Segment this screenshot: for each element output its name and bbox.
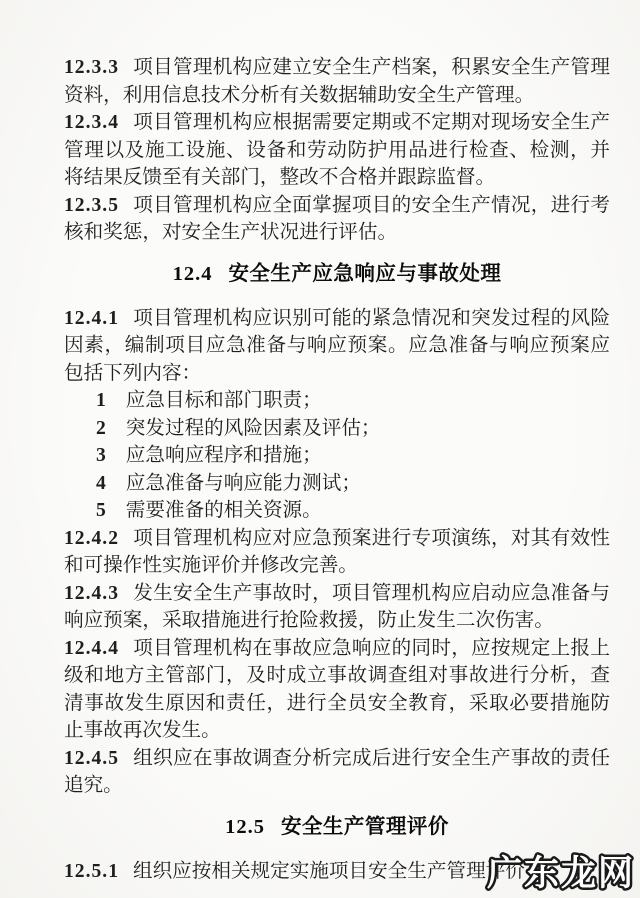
clause-12-4-3 — [64, 580, 610, 635]
list-item-5 — [64, 497, 610, 525]
clause-12-3-5 — [64, 192, 610, 247]
list-item-number: 1 — [96, 390, 106, 411]
clause-12-3-3 — [64, 54, 610, 109]
list-item-text: 应急响应程序和措施； — [125, 445, 322, 466]
clause-12-4-4 — [64, 635, 610, 745]
list-item-number: 3 — [96, 445, 106, 466]
list-item-text: 应急目标和部门职责； — [125, 390, 322, 411]
document-content — [64, 54, 610, 885]
clause-12-4-5 — [64, 745, 610, 800]
clause-12-3-4 — [64, 109, 610, 192]
clause-text: 项目管理机构应对应急预案进行专项演练，对其有效性和可操作性实施评价并修改完善。 — [64, 527, 610, 576]
list-item-number: 5 — [96, 500, 106, 521]
list-item-2 — [64, 415, 610, 443]
clause-number: 12.3.4 — [64, 112, 119, 133]
clause-text: 项目管理机构在事故应急响应的同时，应按规定上报上级和地方主管部门，及时成立事故调查组对事故进行分析，查清事故发生原因和责任，进行全员安全教育，采取必要措施防止事故再次发生。 — [64, 637, 610, 741]
clause-text: 项目管理机构应识别可能的紧急情况和突发过程的风险因素，编制项目应急准备与响应预案。应急准备与响应预案应包括下列内容： — [64, 307, 610, 384]
clause-text: 项目管理机构应根据需要定期或不定期对现场安全生产管理以及施工设施、设备和劳动防护用品进行检查、检测，并将结果反馈至有关部门，整改不合格并跟踪监督。 — [64, 112, 610, 188]
section-title: 安全生产管理评价 — [280, 814, 449, 838]
section-number: 12.5 — [225, 815, 265, 838]
clause-number: 12.3.5 — [64, 194, 119, 216]
list-item-number: 2 — [96, 417, 106, 439]
section-heading-12-4 — [64, 259, 610, 289]
clause-12-4-1 — [64, 305, 610, 388]
clause-text: 项目管理机构应全面掌握项目的安全生产情况，进行考核和奖惩，对安全生产状况进行评估。 — [64, 194, 610, 243]
clause-text: 组织应按相关规定实施项目安全生产管理评价 — [132, 860, 525, 882]
clause-number: 12.3.3 — [64, 57, 119, 78]
clause-number: 12.4.3 — [64, 582, 119, 604]
list-item-4 — [64, 470, 610, 498]
clause-text: 组织应在事故调查分析完成后进行安全生产事故的责任追究。 — [64, 747, 610, 796]
list-item-text: 应急准备与响应能力测试； — [125, 472, 361, 494]
clause-text: 项目管理机构应建立安全生产档案，积累安全生产管理资料，利用信息技术分析有关数据辅助安全生产管理。 — [64, 57, 610, 106]
clause-number: 12.4.5 — [64, 747, 119, 769]
clause-number: 12.5.1 — [64, 860, 119, 882]
clause-number: 12.4.1 — [64, 307, 119, 329]
list-item-1 — [64, 387, 610, 415]
clause-number: 12.4.4 — [64, 637, 119, 659]
list-item-number: 4 — [96, 472, 106, 494]
list-item-text: 突发过程的风险因素及评估； — [125, 417, 381, 439]
clause-number: 12.4.2 — [64, 527, 119, 549]
section-title: 安全生产应急响应与事故处理 — [228, 261, 502, 285]
watermark-text: 广东龙网 — [486, 854, 636, 893]
clause-12-4-2 — [64, 525, 610, 580]
list-item-text: 需要准备的相关资源。 — [125, 500, 322, 521]
section-number: 12.4 — [172, 262, 213, 285]
clause-text: 发生安全生产事故时，项目管理机构应启动应急准备与响应预案，采取措施进行抢险救援，防止发生二次伤害。 — [64, 582, 610, 631]
watermark — [480, 848, 640, 898]
section-heading-12-5 — [64, 812, 610, 842]
list-item-3 — [64, 442, 610, 470]
